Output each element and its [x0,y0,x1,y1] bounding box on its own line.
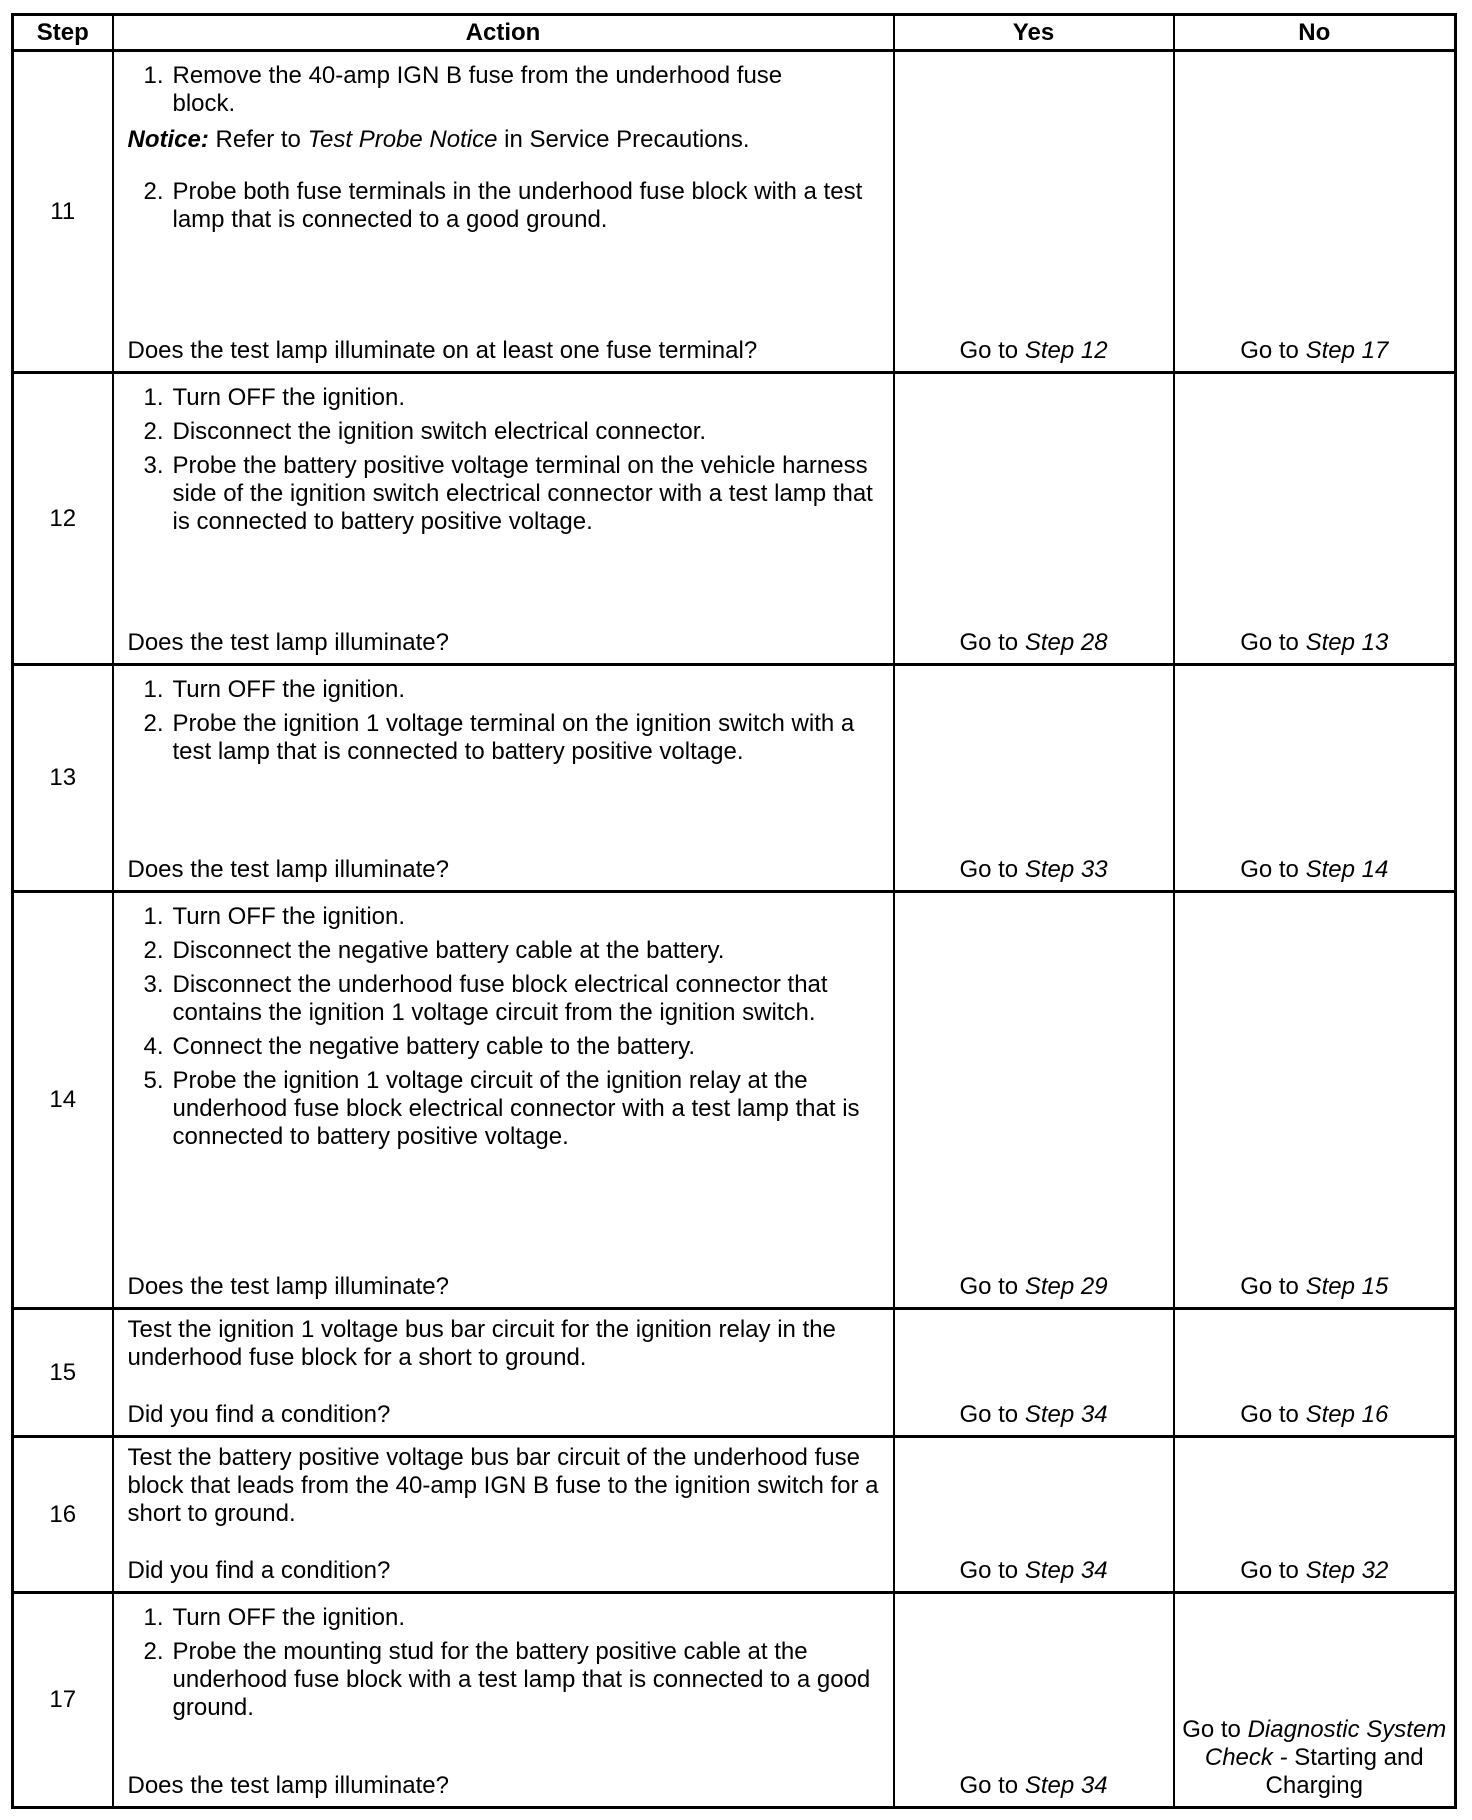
header-step: Step [13,15,113,51]
no-cell: Go to Step 14 [1174,665,1456,892]
list-item: 2. Disconnect the negative battery cable at the battery. [143,937,725,964]
notice: Notice: Refer to Test Probe Notice in Service Precautions. [127,126,750,153]
action-cell [113,1437,894,1593]
no-cell: Go to Diagnostic System Check - Starting and Charging [1174,1593,1456,1808]
list-item: 1. Turn OFF the ignition. [143,676,406,703]
yes-step-ref: Step 34 [1024,1401,1108,1428]
no-step-ref: Step 13 [1305,629,1389,656]
step-number: 14 [13,892,113,1309]
question: Did you find a condition? [127,1401,391,1428]
table-row [13,1593,1456,1808]
no-step-ref: Diagnostic System Check - [1204,1716,1447,1771]
no-step-ref: Step 16 [1305,1401,1389,1428]
yes-cell: Go to Step 34 [894,1437,1174,1593]
yes-cell: Go to Step 28 [894,373,1174,665]
list-item: 1. Remove the 40-amp IGN B fuse from the underhood fuse block. [143,62,783,117]
list-item: 2. Probe the ignition 1 voltage terminal on the ignition switch with a test lamp that is connected to battery positive voltage. [143,710,855,765]
notice-rest: in Service Precautions. [497,126,750,153]
action-cell [113,665,894,892]
question: Does the test lamp illuminate on at least one fuse terminal? [127,337,758,364]
notice-ref: Test Probe Notice [307,126,498,153]
action-text: Test the battery positive voltage bus bar circuit of the underhood fuse block that leads from the 40-amp IGN B fuse to the ignition switch for a short to ground. [127,1444,879,1527]
no-cell: Go to Step 17 [1174,51,1456,373]
yes-step-ref: Step 34 [1024,1772,1108,1799]
table-row [13,665,1456,892]
table-row [13,1309,1456,1437]
list-item: 5. Probe the ignition 1 voltage circuit of the ignition relay at the underhood fuse block electrical connector with a test lamp that is connected to battery positive voltage. [143,1067,860,1150]
table-row [13,892,1456,1309]
action-cell [113,51,894,373]
yes-cell: Go to Step 33 [894,665,1174,892]
list-item: 4. Connect the negative battery cable to the battery. [143,1033,696,1060]
yes-step-ref: Step 28 [1024,629,1108,656]
yes-step-ref: Step 33 [1024,856,1108,883]
step-number: 12 [13,373,113,665]
list-item: 3. Probe the battery positive voltage terminal on the vehicle harness side of the ignition switch electrical connector with a test lamp that is connected to battery positive voltage. [143,452,873,535]
list-item: 2. Disconnect the ignition switch electrical connector. [143,418,707,445]
question: Does the test lamp illuminate? [127,629,449,656]
header-row [13,15,1456,51]
yes-cell: Go to Step 34 [894,1309,1174,1437]
diagnostic-table [11,13,1457,1809]
table-row [13,1437,1456,1593]
no-step-ref: Step 32 [1305,1557,1389,1584]
question: Does the test lamp illuminate? [127,856,449,883]
no-step-ref: Step 17 [1305,337,1389,364]
no-cell: Go to Step 32 [1174,1437,1456,1593]
yes-step-ref: Step 29 [1024,1273,1108,1300]
action-cell [113,373,894,665]
list-item: 2. Probe both fuse terminals in the underhood fuse block with a test lamp that is connected to a good ground. [143,178,863,233]
action-cell [113,892,894,1309]
no-step-ref: Step 14 [1305,856,1389,883]
action-text: Test the ignition 1 voltage bus bar circuit for the ignition relay in the underhood fuse block for a short to ground. [127,1316,836,1371]
question: Does the test lamp illuminate? [127,1772,449,1799]
action-cell [113,1593,894,1808]
list-item: 1. Turn OFF the ignition. [143,1604,406,1631]
header-yes: Yes [894,15,1174,51]
list-item: 2. Probe the mounting stud for the battery positive cable at the underhood fuse block with a test lamp that is connected to a good ground. [143,1638,871,1721]
list-item: 3. Disconnect the underhood fuse block electrical connector that contains the ignition 1 voltage circuit from the ignition switch. [143,971,828,1026]
yes-step-ref: Step 34 [1024,1557,1108,1584]
yes-cell: Go to Step 12 [894,51,1174,373]
list-item: 1. Turn OFF the ignition. [143,903,406,930]
no-suffix: Starting and Charging [1265,1744,1424,1799]
yes-cell: Go to Step 34 [894,1593,1174,1808]
no-cell: Go to Step 15 [1174,892,1456,1309]
notice-label: Notice: [127,126,209,153]
question: Does the test lamp illuminate? [127,1273,449,1300]
table-row [13,373,1456,665]
header-action: Action [113,15,894,51]
no-cell: Go to Step 16 [1174,1309,1456,1437]
action-cell [113,1309,894,1437]
table-row [13,51,1456,373]
step-number: 13 [13,665,113,892]
step-number: 16 [13,1437,113,1593]
yes-step-ref: Step 12 [1024,337,1108,364]
step-number: 17 [13,1593,113,1808]
no-step-ref: Step 15 [1305,1273,1389,1300]
list-item: 1. Turn OFF the ignition. [143,384,406,411]
yes-cell: Go to Step 29 [894,892,1174,1309]
header-no: No [1174,15,1456,51]
no-cell: Go to Step 13 [1174,373,1456,665]
step-number: 11 [13,51,113,373]
question: Did you find a condition? [127,1557,391,1584]
step-number: 15 [13,1309,113,1437]
